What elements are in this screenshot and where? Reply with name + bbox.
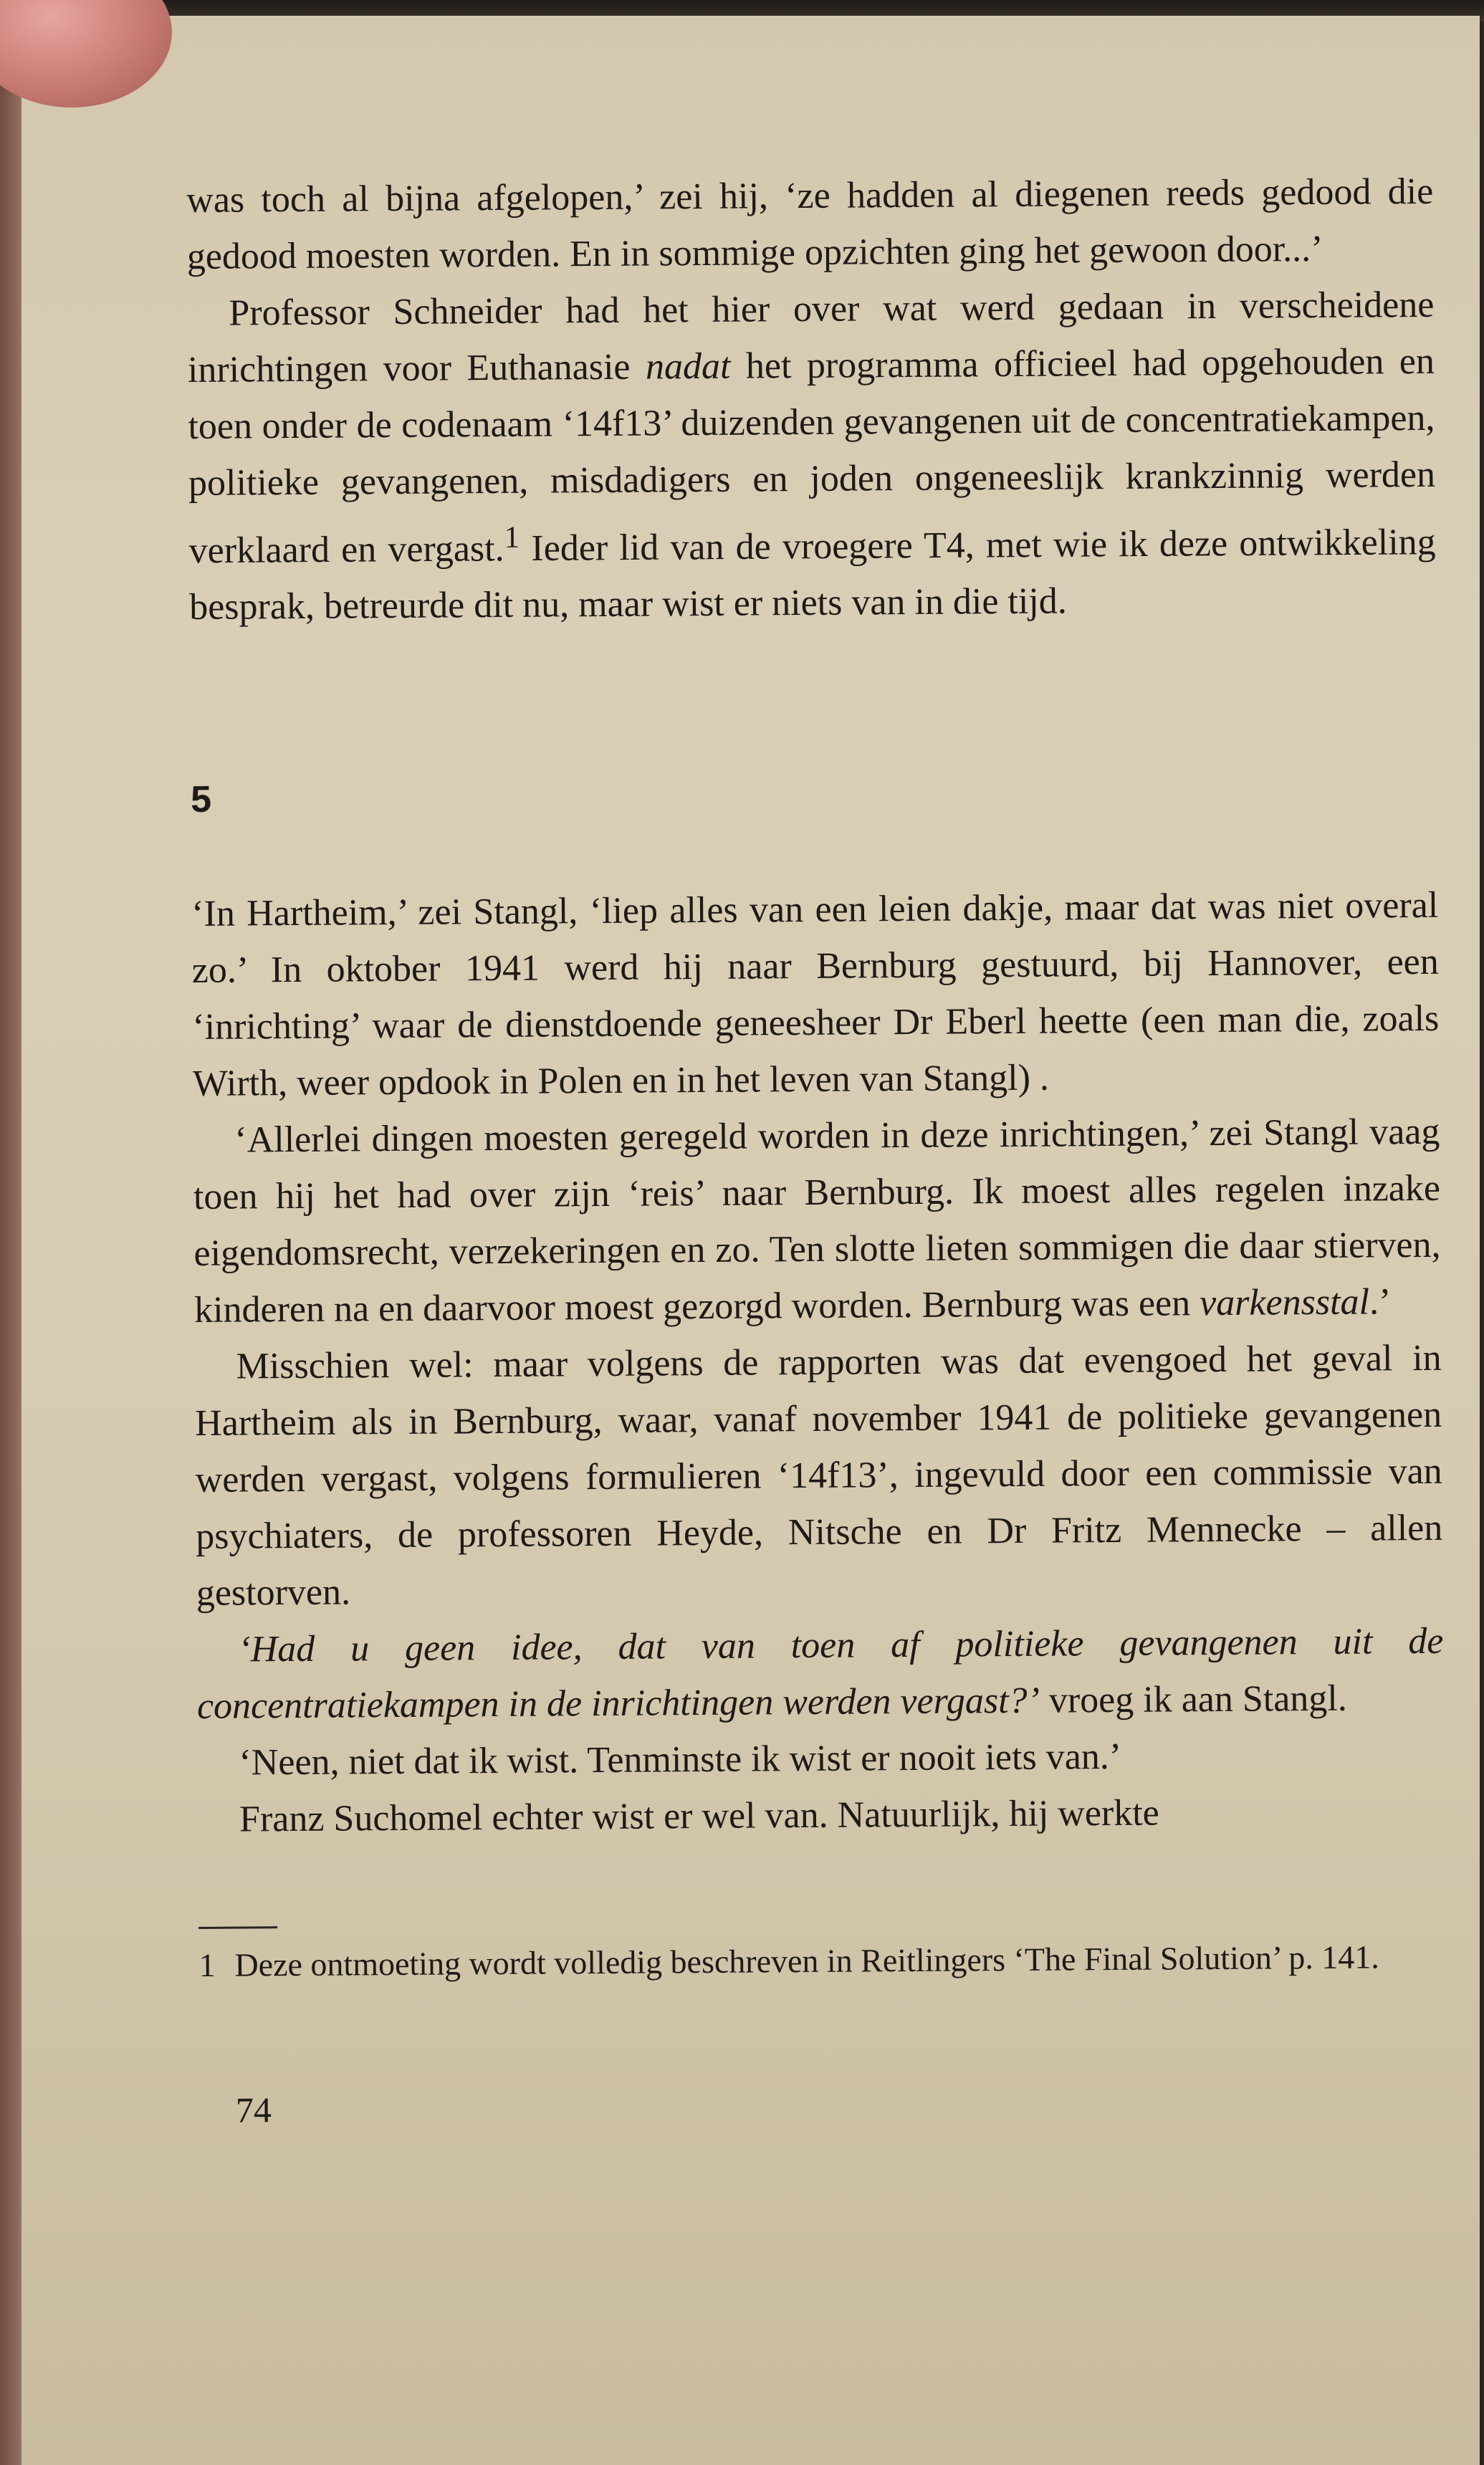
paragraph-4 [193,1104,1441,1339]
paragraph-1: was toch al bijna afgelopen,’ zei hij, ‘ze hadden al diegenen reeds gedood die gedood moesten worden. En in sommige opzichten ging het gewoon door...’ [186,171,1434,277]
paragraph-3: ‘In Hartheim,’ zei Stangl, ‘liep alles van een leien dakje, maar dat was niet overal zo.’ In oktober 1941 werd hij naar Bernburg gestuurd, bij Hannover, een ‘inrichting’ waar de dienstdoende geneesheer Dr Eberl heette (een man die, zoals Wirth, weer opdook in Polen en in het leven van Stangl) . [191,885,1440,1105]
p6-tail: vroeg ik aan Stangl. [1039,1678,1347,1722]
footnote-rule [198,1927,277,1930]
footnote-mark: 1 [198,1947,216,1984]
p2-mid1: verscheidene inrichtingen voor Euthanasie [187,284,1435,391]
page-content [186,163,1447,2139]
p4-italic: varkensstal [1199,1281,1370,1324]
p2-mid2: het programma officieel had opgehouden en toen onder de codenaam ‘14f13’ duizenden gevangenen uit de concentratiekampen, politieke gevangenen, misdadigers en joden ongeneeslijk krankzinnig werden verklaard en vergast. [188,340,1436,572]
p2-lead: Professor Schneider had het hier over wat werd gedaan in [229,285,1240,334]
paragraph-8: Franz Suchomel echter wist er wel van. Natuurlijk, hij werkte [239,1792,1159,1840]
p4-end: .’ [1369,1281,1392,1323]
paragraph-7: ‘Neen, niet dat ik wist. Tenminste ik wist er nooit iets van.’ [239,1736,1122,1784]
paragraph-5: Misschien wel: maar volgens de rapporten was dat evengoed het geval in Hartheim als in Bernburg, waar, vanaf november 1941 de politieke gevangenen werden vergast, volgens formulieren ‘14f13’, ingevuld door een commissie van psychiaters, de professoren Heyde, Nitsche en Dr Fritz Mennecke – allen gestorven. [194,1338,1443,1614]
p6-italic: ‘Had u geen idee, dat van toen af politieke gevangenen uit de concentratiekampen in de inrichtingen werden vergast?’ [196,1621,1444,1728]
footnote-text: Deze ontmoeting wordt volledig beschreven in Reitlingers ‘The Final Solution’ p. 141. [234,1938,1379,1983]
footnote [198,1933,1445,1989]
paragraph-6 [196,1613,1444,1735]
p4-text: ‘Allerlei dingen moesten geregeld worden in deze inrichtingen,’ zei Stangl vaag toen hij het had over zijn ‘reis’ naar Bernburg. Ik moest alles regelen inzake eigendomsrecht, verzekeringen en zo. Ten slotte lieten sommigen die daar stierven, kinderen na en daarvoor moest gezorgd worden. Bernburg was een [193,1111,1441,1331]
footnote-ref: 1 [504,520,520,555]
paragraph-2 [187,277,1436,636]
page-number: 74 [235,2090,272,2130]
p2-italic: nadat [645,345,731,388]
chapter-number: 5 [190,779,212,821]
p2-tail: Ieder lid van de vroegere T4, met wie ik deze ontwikkeling besprak, betreurde dit nu, maar wist er niets van in die tijd. [189,522,1436,628]
